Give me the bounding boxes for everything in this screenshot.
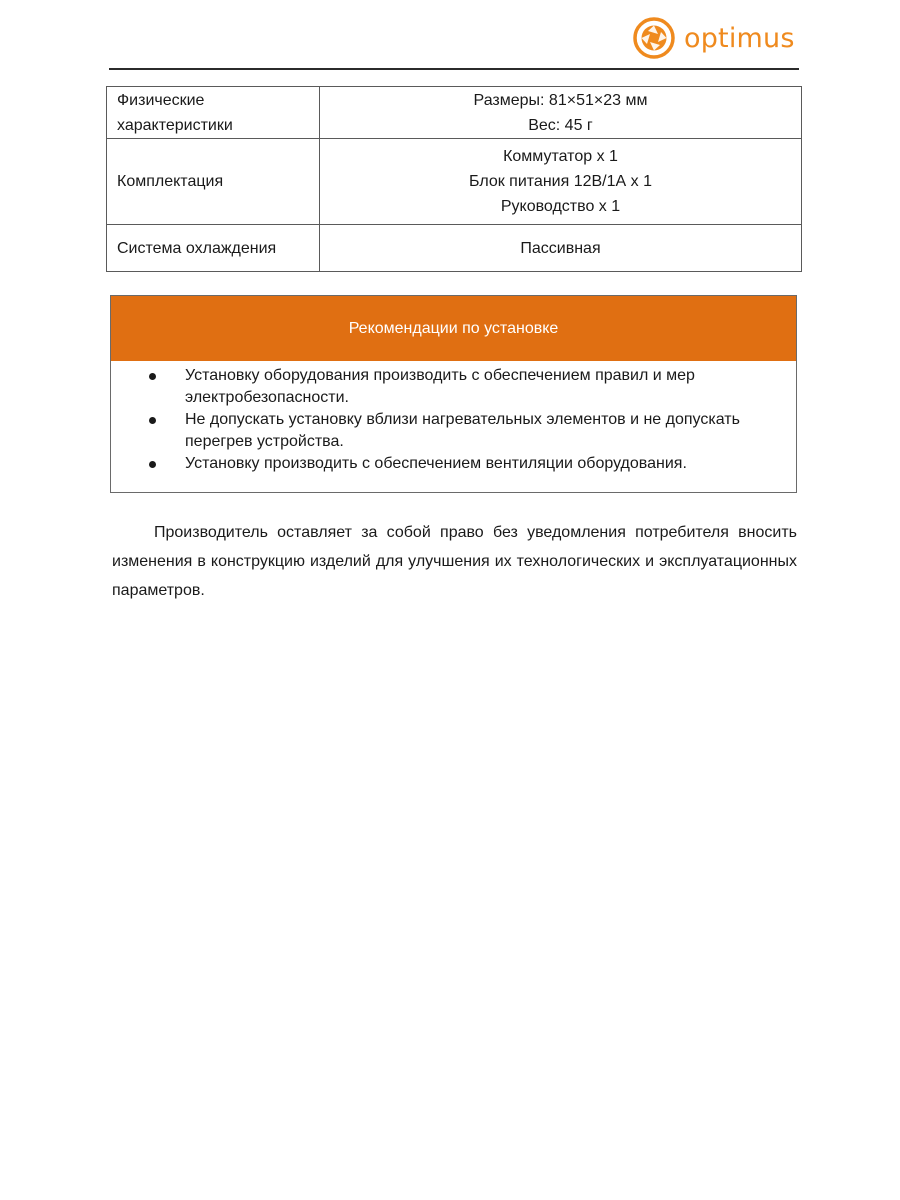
spec-value-line: Вес: 45 г (528, 116, 593, 134)
aperture-logo-icon (632, 16, 676, 60)
table-row (107, 87, 802, 139)
spec-value-line: Пассивная (520, 239, 601, 257)
spec-value-line: Руководство x 1 (500, 198, 621, 215)
spec-value-line: Размеры: 81×51×23 мм (473, 91, 648, 109)
spec-value-line: Коммутатор x 1 (503, 148, 618, 165)
list-item: Установку оборудования производить с обеспечением правил и мер электробезопасности. (111, 365, 796, 409)
table-row (107, 225, 802, 272)
manufacturer-note: Производитель оставляет за собой право без уведомления потребителя вносить изменения в конструкцию изделий для улучшения их технологических и эксплуатационных параметров. (112, 524, 797, 599)
spec-label: Система охлаждения (107, 225, 320, 272)
spec-label: Физические характеристики (107, 87, 320, 139)
spec-label: Комплектация (107, 139, 320, 225)
recommendations-title: Рекомендации по установке (111, 296, 796, 361)
specifications-table (106, 86, 802, 272)
spec-value-line: Блок питания 12В/1А x 1 (469, 173, 652, 190)
brand-logo (632, 16, 795, 60)
spec-value (320, 139, 802, 225)
brand-name: optimus (684, 22, 795, 54)
table-row (107, 139, 802, 225)
header-divider (109, 68, 799, 70)
installation-recommendations (110, 295, 797, 493)
spec-value (320, 225, 802, 272)
list-item: Установку производить с обеспечением вентиляции оборудования. (111, 453, 796, 475)
list-item: Не допускать установку вблизи нагревательных элементов и не допускать перегрев устройства. (111, 409, 796, 453)
spec-value (320, 87, 802, 139)
recommendations-list (111, 361, 796, 475)
